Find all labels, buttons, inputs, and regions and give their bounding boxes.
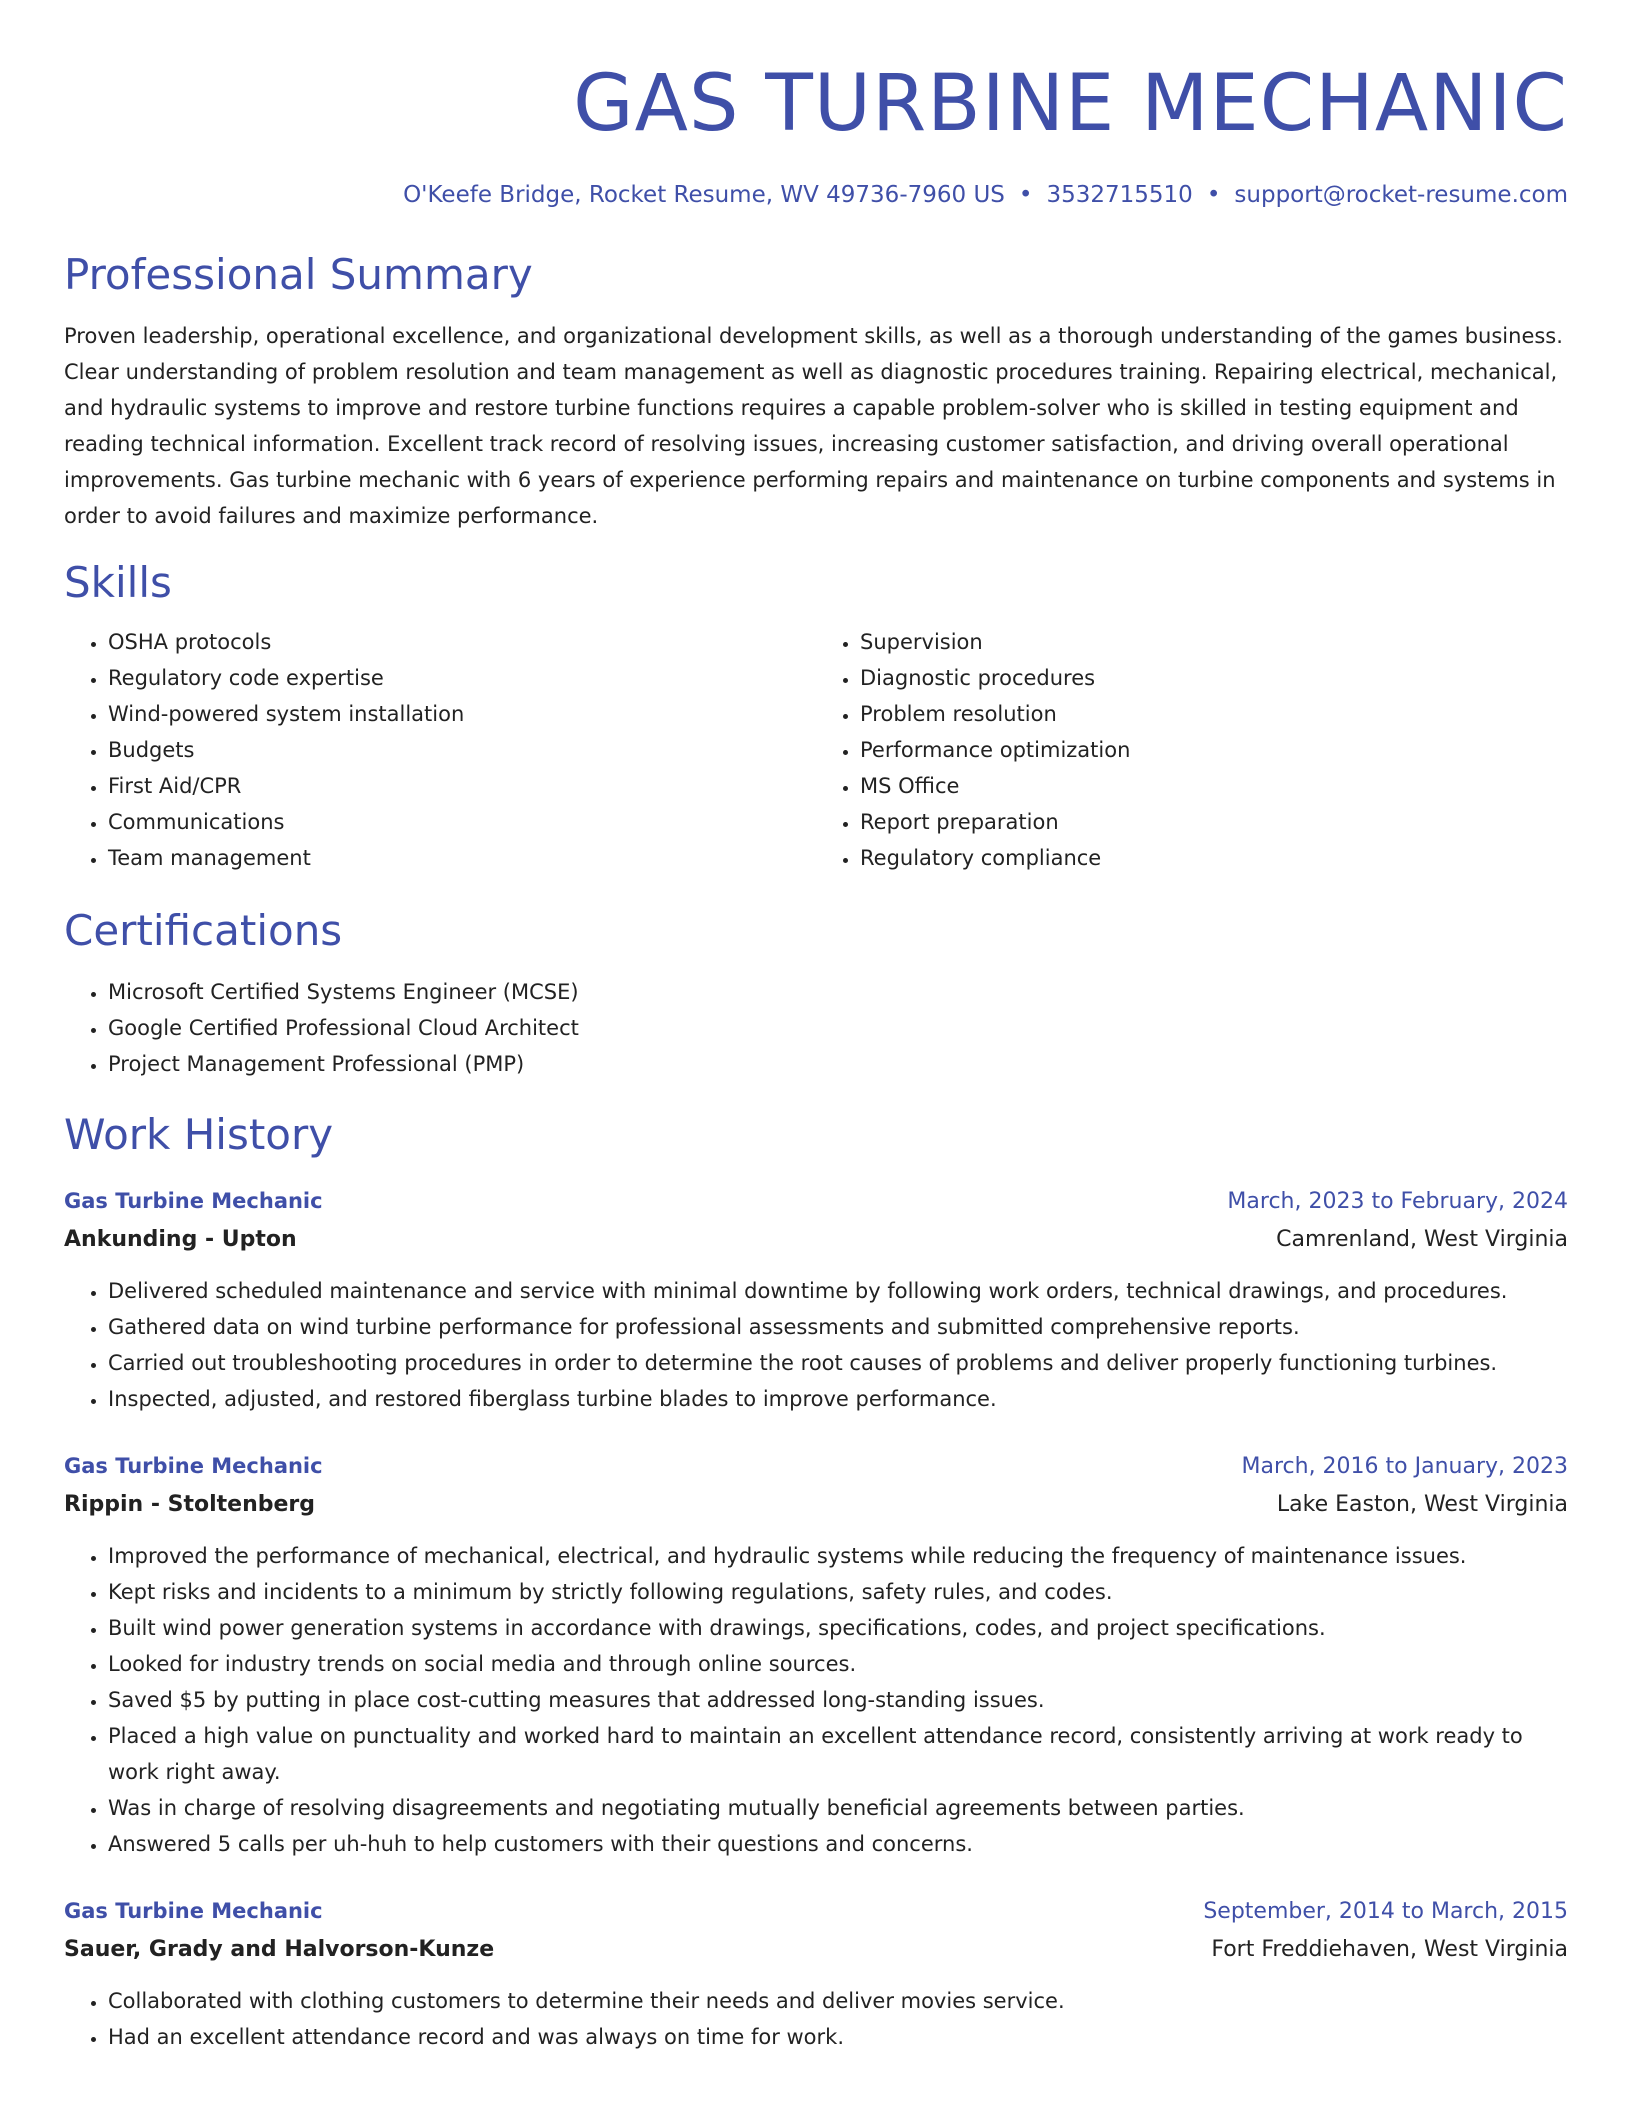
job-entry: [64, 1892, 1568, 2055]
contact-address: O'Keefe Bridge, Rocket Resume, WV 49736-7960 US: [403, 182, 1005, 208]
skill-item: • Regulatory code expertise: [108, 660, 816, 696]
contact-phone[interactable]: 3532715510: [1046, 182, 1193, 208]
skill-item: • Diagnostic procedures: [860, 660, 1568, 696]
skill-item: • Wind-powered system installation: [108, 696, 816, 732]
job-bullet-list: [64, 1273, 1568, 1417]
job-bullet: • Inspected, adjusted, and restored fiberglass turbine blades to improve performance.: [108, 1381, 1568, 1417]
job-bullet: • Answered 5 calls per uh-huh to help customers with their questions and concerns.: [108, 1826, 1568, 1862]
job-dates: March, 2016 to January, 2023: [1241, 1454, 1568, 1479]
job-bullet: • Collaborated with clothing customers to determine their needs and deliver movies service.: [108, 1983, 1568, 2019]
skill-item: • MS Office: [860, 768, 1568, 804]
job-bullet: • Kept risks and incidents to a minimum by strictly following regulations, safety rules, and codes.: [108, 1574, 1568, 1610]
job-bullet-list: [64, 1538, 1568, 1862]
job-header-row: [64, 1892, 1568, 1931]
job-location: Lake Easton, West Virginia: [1276, 1492, 1568, 1517]
job-bullet: • Was in charge of resolving disagreements and negotiating mutually beneficial agreements between parties.: [108, 1790, 1568, 1826]
certification-item: • Project Management Professional (PMP): [108, 1046, 1568, 1082]
job-entry: [64, 1182, 1568, 1417]
job-bullet: • Saved $5 by putting in place cost-cutting measures that addressed long-standing issues.: [108, 1682, 1568, 1718]
job-location: Fort Freddiehaven, West Virginia: [1211, 1937, 1568, 1962]
job-bullet: • Improved the performance of mechanical, electrical, and hydraulic systems while reducing the frequency of maintenance issues.: [108, 1538, 1568, 1574]
contact-email[interactable]: support@rocket-resume.com: [1234, 182, 1568, 208]
skill-item: • First Aid/CPR: [108, 768, 816, 804]
certification-item: • Microsoft Certified Systems Engineer (MCSE): [108, 974, 1568, 1010]
certifications-heading: Certifications: [64, 906, 343, 955]
summary-heading: Professional Summary: [64, 250, 533, 299]
skills-list-left: [64, 624, 816, 876]
job-title: Gas Turbine Mechanic: [64, 1189, 323, 1213]
certification-item: • Google Certified Professional Cloud Architect: [108, 1010, 1568, 1046]
job-bullet: • Gathered data on wind turbine performance for professional assessments and submitted comprehensive reports.: [108, 1309, 1568, 1345]
job-title: Gas Turbine Mechanic: [64, 1899, 323, 1923]
summary-text: Proven leadership, operational excellence, and organizational development skills, as well as a thorough understanding of the games business. Clear understanding of problem resolution and team management as well as diagnostic procedures training. Repairing electrical, mechanical, and hydraulic systems to improve and restore turbine functions requires a capable problem-solver who is skilled in testing equipment and reading technical information. Excellent track record of resolving issues, increasing customer satisfaction, and driving overall operational improvements. Gas turbine mechanic with 6 years of experience performing repairs and maintenance on turbine components and systems in order to avoid failures and maximize performance.: [64, 324, 1563, 528]
job-location: Camrenland, West Virginia: [1276, 1227, 1568, 1252]
contact-line: [64, 180, 1568, 210]
skill-item: • Team management: [108, 840, 816, 876]
job-title: Gas Turbine Mechanic: [64, 1454, 323, 1478]
job-bullet: • Carried out troubleshooting procedures in order to determine the root causes of problems and deliver properly functioning turbines.: [108, 1345, 1568, 1381]
job-bullet: • Had an excellent attendance record and was always on time for work.: [108, 2019, 1568, 2055]
skill-item: • Performance optimization: [860, 732, 1568, 768]
job-dates: March, 2023 to February, 2024: [1227, 1189, 1568, 1214]
job-header-row: [64, 1182, 1568, 1221]
work-history-heading: Work History: [64, 1110, 334, 1159]
skill-item: • Budgets: [108, 732, 816, 768]
job-company-row: [64, 1221, 1568, 1259]
job-company-row: [64, 1486, 1568, 1524]
resume-page: [64, 0, 1568, 2055]
job-bullet: • Built wind power generation systems in accordance with drawings, specifications, codes, and project specifications.: [108, 1610, 1568, 1646]
job-company: Sauer, Grady and Halvorson-Kunze: [64, 1937, 495, 1962]
contact-separator: •: [1206, 182, 1221, 208]
contact-separator: •: [1018, 182, 1033, 208]
resume-name: GAS TURBINE MECHANIC: [573, 59, 1568, 149]
skill-item: • Communications: [108, 804, 816, 840]
job-dates: September, 2014 to March, 2015: [1203, 1899, 1568, 1924]
skill-item: • OSHA protocols: [108, 624, 816, 660]
job-entry: [64, 1447, 1568, 1862]
skills-list-right: [816, 624, 1568, 876]
job-bullet: • Delivered scheduled maintenance and service with minimal downtime by following work orders, technical drawings, and procedures.: [108, 1273, 1568, 1309]
job-bullet-list: [64, 1983, 1568, 2055]
skill-item: • Report preparation: [860, 804, 1568, 840]
skill-item: • Supervision: [860, 624, 1568, 660]
job-bullet: • Looked for industry trends on social media and through online sources.: [108, 1646, 1568, 1682]
skills-grid: [64, 624, 1568, 876]
skills-heading: Skills: [64, 558, 172, 607]
job-company: Ankunding - Upton: [64, 1227, 297, 1252]
job-header-row: [64, 1447, 1568, 1486]
skill-item: • Problem resolution: [860, 696, 1568, 732]
skill-item: • Regulatory compliance: [860, 840, 1568, 876]
job-bullet: • Placed a high value on punctuality and worked hard to maintain an excellent attendance record, consistently arriving at work ready to work right away.: [108, 1718, 1568, 1790]
certifications-list: [64, 974, 1568, 1082]
job-company: Rippin - Stoltenberg: [64, 1492, 316, 1517]
job-company-row: [64, 1931, 1568, 1969]
